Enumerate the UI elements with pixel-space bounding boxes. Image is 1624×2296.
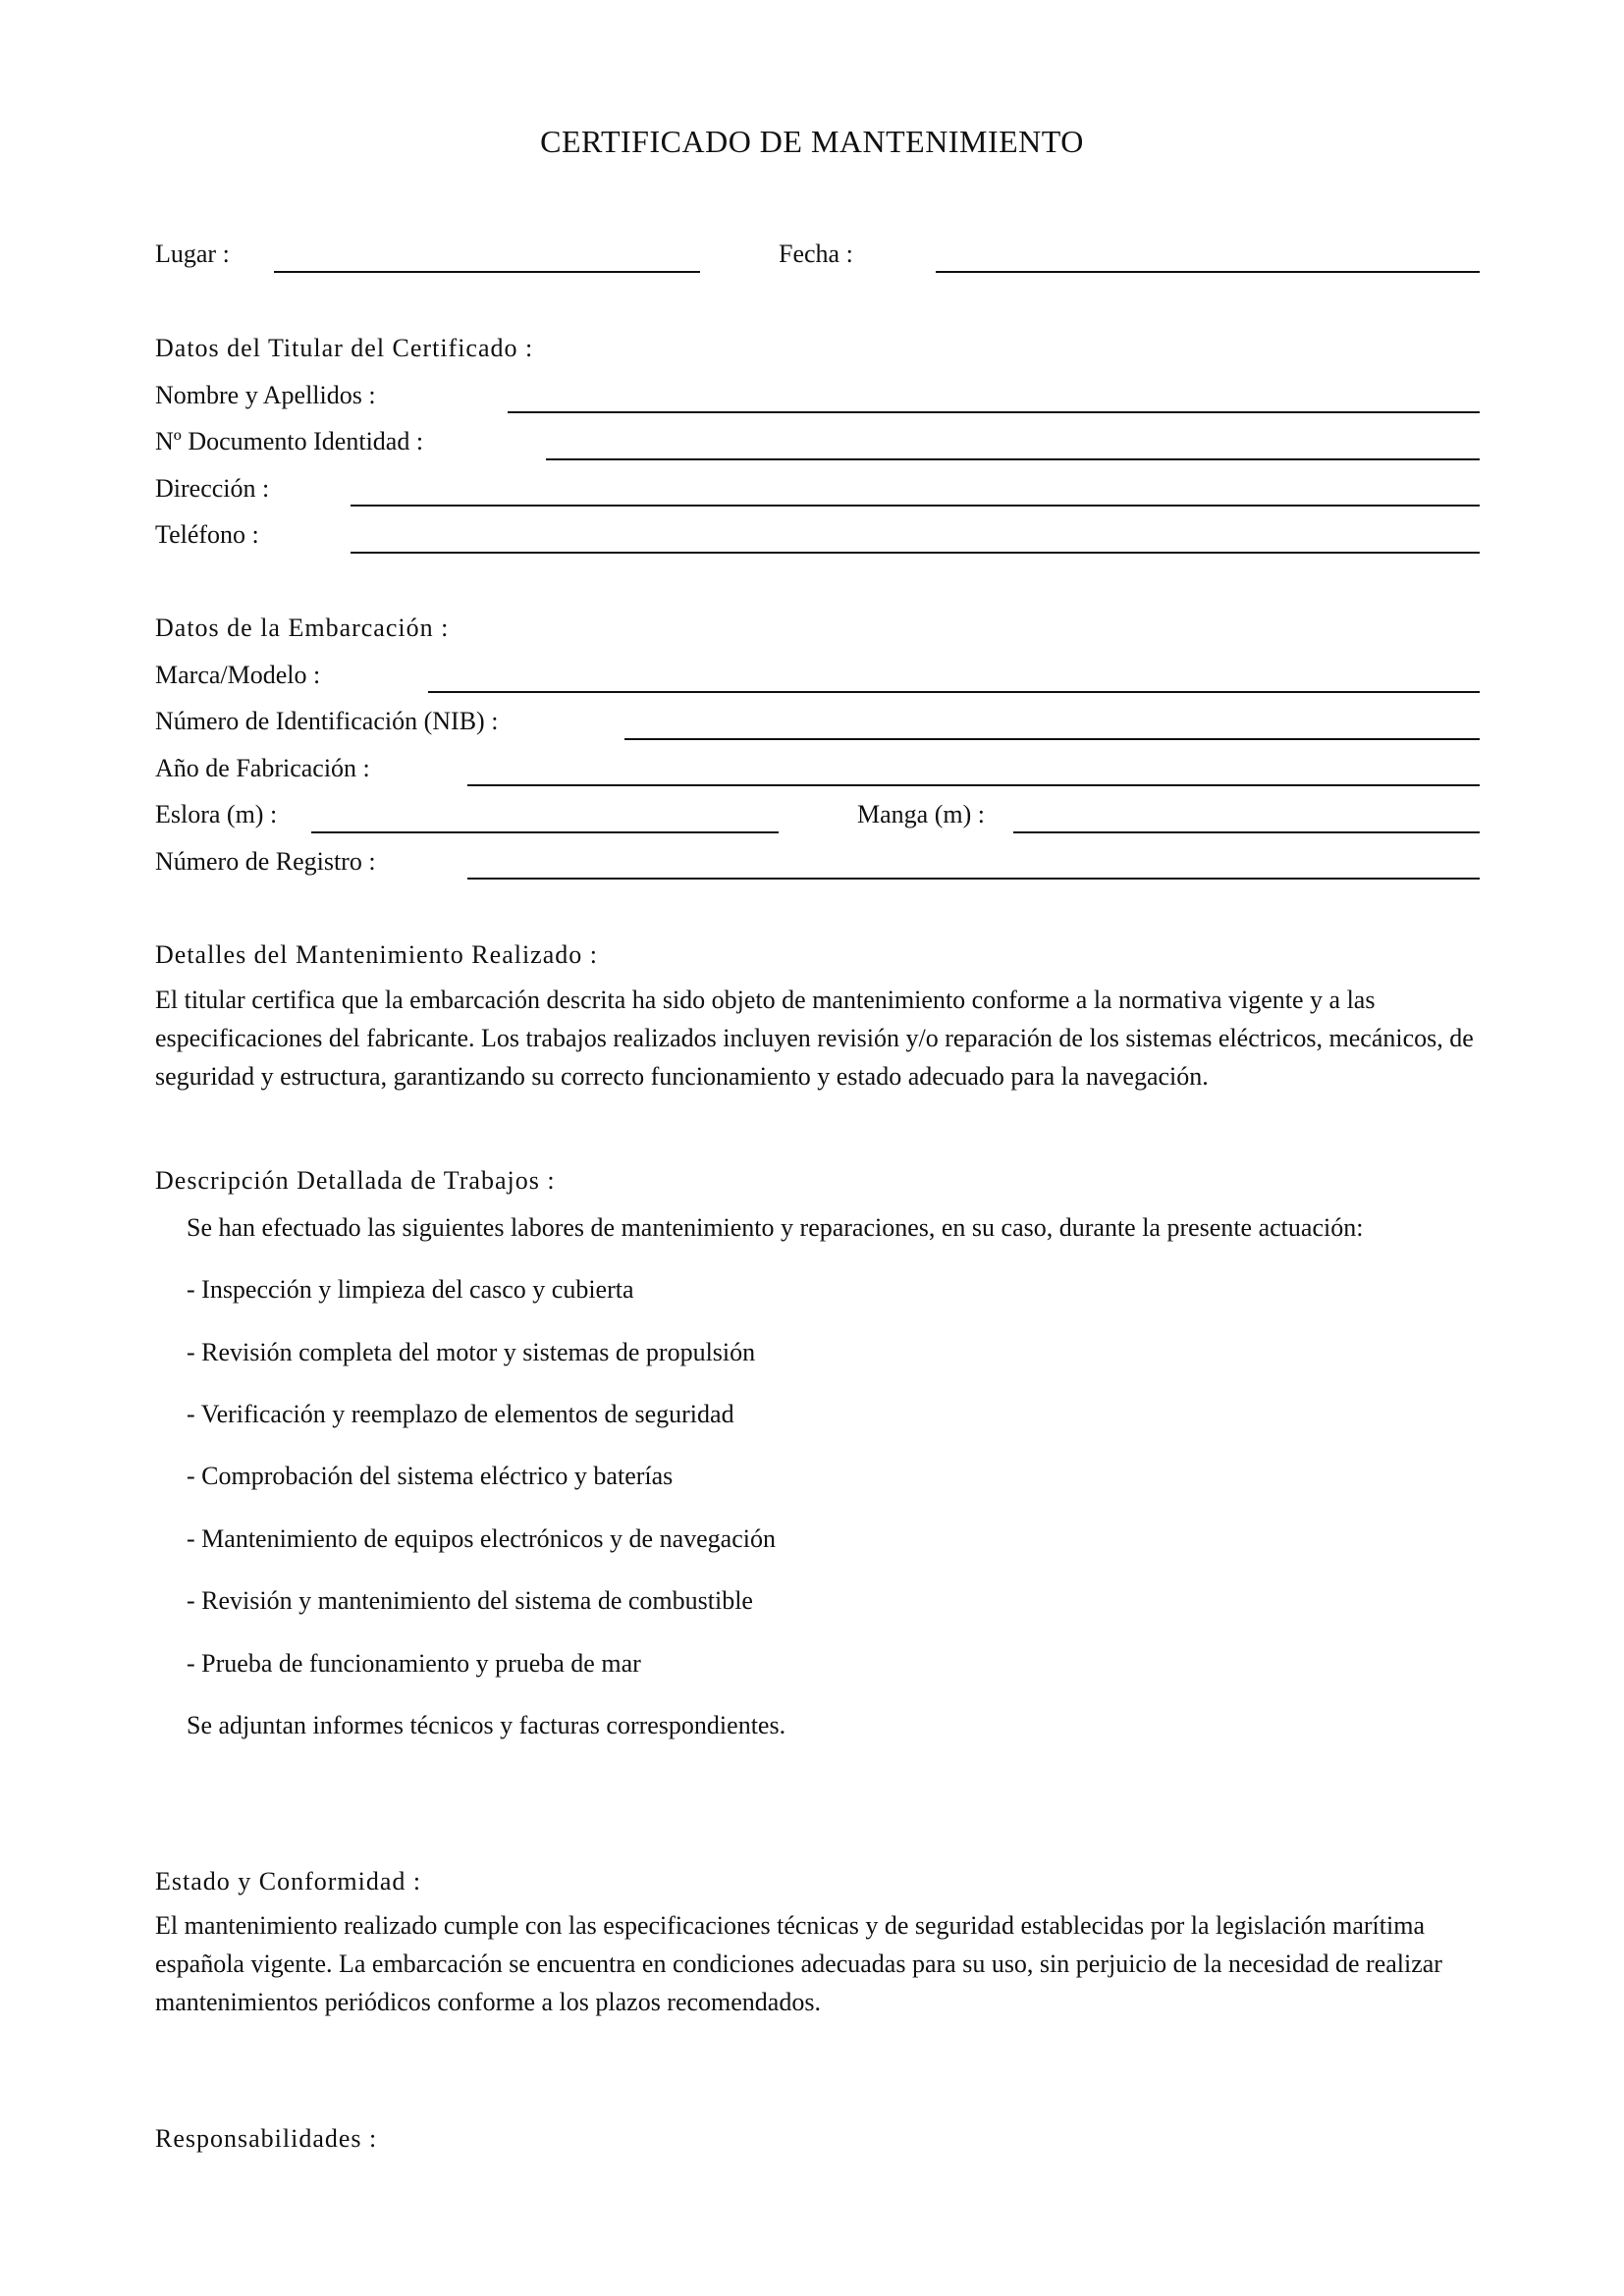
documento-field[interactable] <box>546 458 1480 460</box>
manga-field[interactable] <box>1013 831 1480 833</box>
anio-field[interactable] <box>467 784 1480 786</box>
detalles-heading: Detalles del Mantenimiento Realizado : <box>155 940 598 969</box>
list-item: - Comprobación del sistema eléctrico y baterías <box>187 1462 674 1490</box>
list-item: - Revisión completa del motor y sistemas de propulsión <box>187 1338 756 1366</box>
list-item: - Revisión y mantenimiento del sistema de combustible <box>187 1586 753 1615</box>
eslora-field[interactable] <box>311 831 779 833</box>
list-item: - Verificación y reemplazo de elementos de seguridad <box>187 1400 734 1428</box>
embarcacion-heading: Datos de la Embarcación : <box>155 614 450 642</box>
direccion-label: Dirección : <box>155 474 270 503</box>
lugar-field[interactable] <box>274 271 700 273</box>
telefono-label: Teléfono : <box>155 520 259 549</box>
titular-heading: Datos del Titular del Certificado : <box>155 334 534 362</box>
list-item: - Inspección y limpieza del casco y cubierta <box>187 1275 634 1304</box>
descripcion-closing: Se adjuntan informes técnicos y facturas correspondientes. <box>187 1711 786 1739</box>
manga-label: Manga (m) : <box>857 800 985 828</box>
nib-field[interactable] <box>624 738 1480 740</box>
marca-field[interactable] <box>428 691 1480 693</box>
anio-label: Año de Fabricación : <box>155 754 370 782</box>
nombre-label: Nombre y Apellidos : <box>155 381 376 409</box>
nombre-field[interactable] <box>508 411 1480 413</box>
telefono-field[interactable] <box>351 552 1480 554</box>
list-item: - Prueba de funcionamiento y prueba de mar <box>187 1649 641 1678</box>
documento-label: Nº Documento Identidad : <box>155 427 424 455</box>
nib-label: Número de Identificación (NIB) : <box>155 707 499 735</box>
fecha-field[interactable] <box>936 271 1480 273</box>
direccion-field[interactable] <box>351 505 1480 507</box>
fecha-label: Fecha : <box>779 240 853 268</box>
responsabilidades-heading: Responsabilidades : <box>155 2124 378 2153</box>
detalles-text: El titular certifica que la embarcación descrita ha sido objeto de mantenimiento conforme a la normativa vigente y a las especificaciones del fabricante. Los trabajos realizados incluyen revisión y/o reparación de los sistemas eléctricos, mecánicos, de seguridad y estructura, garantizando su correcto funcionamiento y estado adecuado para la navegación. <box>155 986 1474 1091</box>
page-title: CERTIFICADO DE MANTENIMIENTO <box>540 124 1084 159</box>
list-item: - Mantenimiento de equipos electrónicos y de navegación <box>187 1524 776 1553</box>
descripcion-heading: Descripción Detallada de Trabajos : <box>155 1166 556 1195</box>
marca-label: Marca/Modelo : <box>155 661 321 689</box>
estado-text: El mantenimiento realizado cumple con las especificaciones técnicas y de seguridad establecidas por la legislación marítima española vigente. La embarcación se encuentra en condiciones adecuadas para su uso, sin perjuicio de la necesidad de realizar mantenimientos periódicos conforme a los plazos recomendados. <box>155 1911 1442 2016</box>
estado-heading: Estado y Conformidad : <box>155 1867 422 1896</box>
lugar-label: Lugar : <box>155 240 230 268</box>
descripcion-intro: Se han efectuado las siguientes labores de mantenimiento y reparaciones, en su caso, durante la presente actuación: <box>187 1213 1364 1242</box>
registro-label: Número de Registro : <box>155 847 376 876</box>
registro-field[interactable] <box>467 878 1480 880</box>
eslora-label: Eslora (m) : <box>155 800 278 828</box>
